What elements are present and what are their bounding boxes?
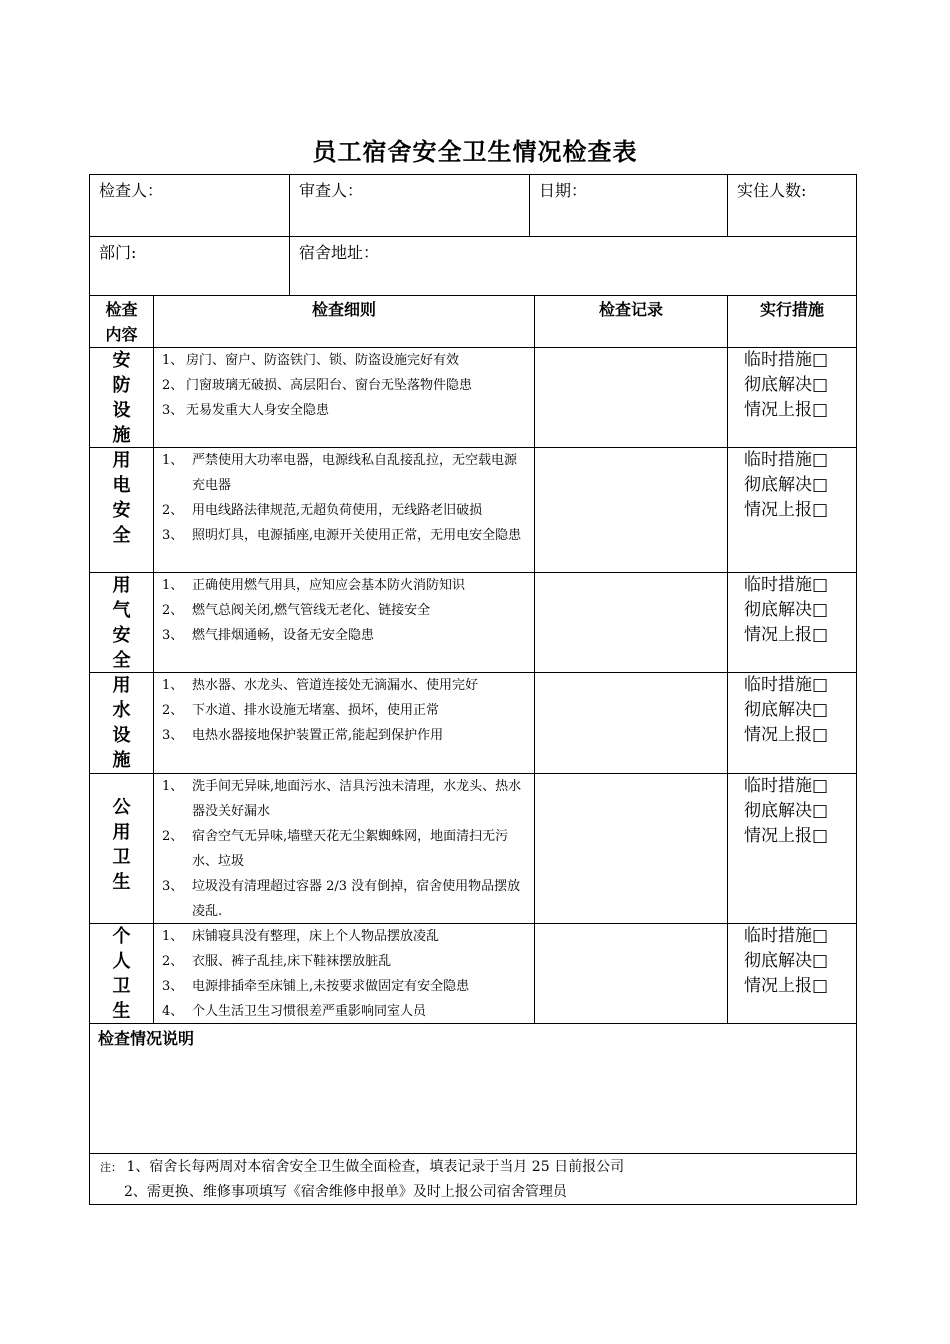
note-text-1: 1、宿舍长每两周对本宿舍安全卫生做全面检查，填表记录于当月 25 日前报公司 bbox=[126, 1159, 625, 1175]
measures-public-hygiene bbox=[727, 773, 857, 924]
list-item: 1、 房门、窗户、防盗铁门、锁、防盗设施完好有效 bbox=[162, 353, 460, 368]
measures-personal-hygiene bbox=[727, 923, 857, 1024]
checkbox-resolved[interactable]: 彻底解决□ bbox=[744, 375, 829, 395]
occupants-label: 实住人数: bbox=[737, 181, 807, 200]
measures-security bbox=[727, 347, 857, 448]
col-header-details-text: 检查细则 bbox=[311, 300, 376, 319]
list-item: 3、 燃气排烟通畅，设备无安全隐患 bbox=[162, 628, 375, 643]
record-public-hygiene[interactable] bbox=[534, 773, 728, 924]
list-item: 2、 燃气总阀关闭,燃气管线无老化、链接安全 bbox=[162, 603, 431, 618]
list-item: 1、 洗手间无异味,地面污水、洁具污浊未清理，水龙头、热水器没关好漏水 bbox=[162, 779, 522, 819]
summary-label: 检查情况说明 bbox=[98, 1029, 195, 1048]
list-item: 2、 门窗玻璃无破损、高层阳台、窗台无坠落物件隐患 bbox=[162, 378, 473, 393]
category-security bbox=[89, 347, 154, 448]
note-line-1 bbox=[100, 1155, 624, 1180]
details-gas bbox=[153, 572, 535, 673]
category-public-hygiene-label: 公用卫生 bbox=[112, 797, 131, 893]
address-label: 宿舍地址： bbox=[299, 243, 380, 262]
list-item: 2、 用电线路法律规范,无超负荷使用，无线路老旧破损 bbox=[162, 503, 483, 518]
note-prefix: 注： bbox=[100, 1161, 122, 1174]
list-item: 1、 热水器、水龙头、管道连接处无滴漏水、使用完好 bbox=[162, 678, 479, 693]
inspector-label: 检查人： bbox=[99, 181, 164, 200]
list-item: 2、 衣服、裤子乱挂,床下鞋袜摆放脏乱 bbox=[162, 954, 392, 969]
address-cell[interactable] bbox=[289, 236, 857, 296]
checkbox-temporary[interactable]: 临时措施□ bbox=[744, 350, 829, 370]
measures-gas bbox=[727, 572, 857, 673]
department-label: 部门: bbox=[99, 243, 137, 262]
checkbox-reported[interactable]: 情况上报□ bbox=[744, 625, 829, 645]
category-gas bbox=[89, 572, 154, 673]
col-header-record-text: 检查记录 bbox=[598, 300, 663, 319]
inspector-cell[interactable] bbox=[89, 174, 290, 237]
col-header-content-text: 检查内容 bbox=[105, 300, 138, 344]
record-electrical[interactable] bbox=[534, 447, 728, 573]
list-item: 3、 垃圾没有清理超过容器 2/3 没有倒掉，宿舍使用物品摆放凌乱. bbox=[162, 879, 521, 919]
summary-cell[interactable] bbox=[89, 1023, 857, 1154]
col-header-details bbox=[153, 295, 535, 348]
reviewer-label: 审查人： bbox=[299, 181, 364, 200]
page-title: 员工宿舍安全卫生情况检查表 bbox=[312, 138, 638, 166]
list-item: 2、 宿舍空气无异味,墙壁天花无尘絮蜘蛛网，地面清扫无污水、垃圾 bbox=[162, 829, 509, 869]
record-water[interactable] bbox=[534, 672, 728, 774]
checkbox-temporary[interactable]: 临时措施□ bbox=[744, 575, 829, 595]
col-header-record bbox=[534, 295, 728, 348]
category-personal-hygiene-label: 个人卫生 bbox=[112, 926, 131, 1022]
list-item: 3、 电源排插牵至床铺上,未按要求做固定有安全隐患 bbox=[162, 979, 470, 994]
checkbox-temporary[interactable]: 临时措施□ bbox=[744, 675, 829, 695]
note-text-2: 2、需更换、维修事项填写《宿舍维修申报单》及时上报公司宿舍管理员 bbox=[124, 1184, 567, 1200]
date-cell[interactable] bbox=[529, 174, 728, 237]
checkbox-resolved[interactable]: 彻底解决□ bbox=[744, 600, 829, 620]
list-item: 3、 无易发重大人身安全隐患 bbox=[162, 403, 330, 418]
category-gas-label: 用气安全 bbox=[112, 575, 131, 671]
list-item: 1、 严禁使用大功率电器，电源线私自乱接乱拉，无空载电源充电器 bbox=[162, 453, 518, 493]
category-water bbox=[89, 672, 154, 774]
checkbox-temporary[interactable]: 临时措施□ bbox=[744, 450, 829, 470]
checkbox-reported[interactable]: 情况上报□ bbox=[744, 826, 829, 846]
department-cell[interactable] bbox=[89, 236, 290, 296]
category-electrical bbox=[89, 447, 154, 573]
notes-cell bbox=[89, 1153, 857, 1205]
record-security[interactable] bbox=[534, 347, 728, 448]
category-security-label: 安防设施 bbox=[112, 350, 131, 446]
category-water-label: 用水设施 bbox=[112, 675, 131, 771]
list-item: 3、 电热水器接地保护装置正常,能起到保护作用 bbox=[162, 728, 444, 743]
list-item: 2、 下水道、排水设施无堵塞、损坏，使用正常 bbox=[162, 703, 440, 718]
note-line-2 bbox=[124, 1180, 567, 1205]
checkbox-resolved[interactable]: 彻底解决□ bbox=[744, 700, 829, 720]
checkbox-temporary[interactable]: 临时措施□ bbox=[744, 926, 829, 946]
measures-water bbox=[727, 672, 857, 774]
occupants-cell[interactable] bbox=[727, 174, 857, 237]
checkbox-reported[interactable]: 情况上报□ bbox=[744, 976, 829, 996]
checkbox-temporary[interactable]: 临时措施□ bbox=[744, 776, 829, 796]
category-public-hygiene bbox=[89, 773, 154, 924]
list-item: 1、 正确使用燃气用具，应知应会基本防火消防知识 bbox=[162, 578, 466, 593]
list-item: 1、 床铺寝具没有整理，床上个人物品摆放凌乱 bbox=[162, 929, 440, 944]
reviewer-cell[interactable] bbox=[289, 174, 530, 237]
record-gas[interactable] bbox=[534, 572, 728, 673]
inspection-form bbox=[89, 174, 857, 1205]
date-label: 日期： bbox=[539, 181, 588, 200]
list-item: 4、 个人生活卫生习惯很差严重影响同室人员 bbox=[162, 1004, 427, 1019]
col-header-measures-text: 实行措施 bbox=[759, 300, 824, 319]
details-water bbox=[153, 672, 535, 774]
col-header-content bbox=[89, 295, 154, 348]
category-personal-hygiene bbox=[89, 923, 154, 1024]
checkbox-resolved[interactable]: 彻底解决□ bbox=[744, 801, 829, 821]
details-electrical bbox=[153, 447, 535, 573]
checkbox-resolved[interactable]: 彻底解决□ bbox=[744, 475, 829, 495]
col-header-measures bbox=[727, 295, 857, 348]
checkbox-reported[interactable]: 情况上报□ bbox=[744, 500, 829, 520]
checkbox-reported[interactable]: 情况上报□ bbox=[744, 400, 829, 420]
details-personal-hygiene bbox=[153, 923, 535, 1024]
details-security bbox=[153, 347, 535, 448]
category-electrical-label: 用电安全 bbox=[112, 450, 131, 546]
list-item: 3、 照明灯具，电源插座,电源开关使用正常，无用电安全隐患 bbox=[162, 528, 522, 543]
checkbox-reported[interactable]: 情况上报□ bbox=[744, 725, 829, 745]
record-personal-hygiene[interactable] bbox=[534, 923, 728, 1024]
checkbox-resolved[interactable]: 彻底解决□ bbox=[744, 951, 829, 971]
measures-electrical bbox=[727, 447, 857, 573]
details-public-hygiene bbox=[153, 773, 535, 924]
